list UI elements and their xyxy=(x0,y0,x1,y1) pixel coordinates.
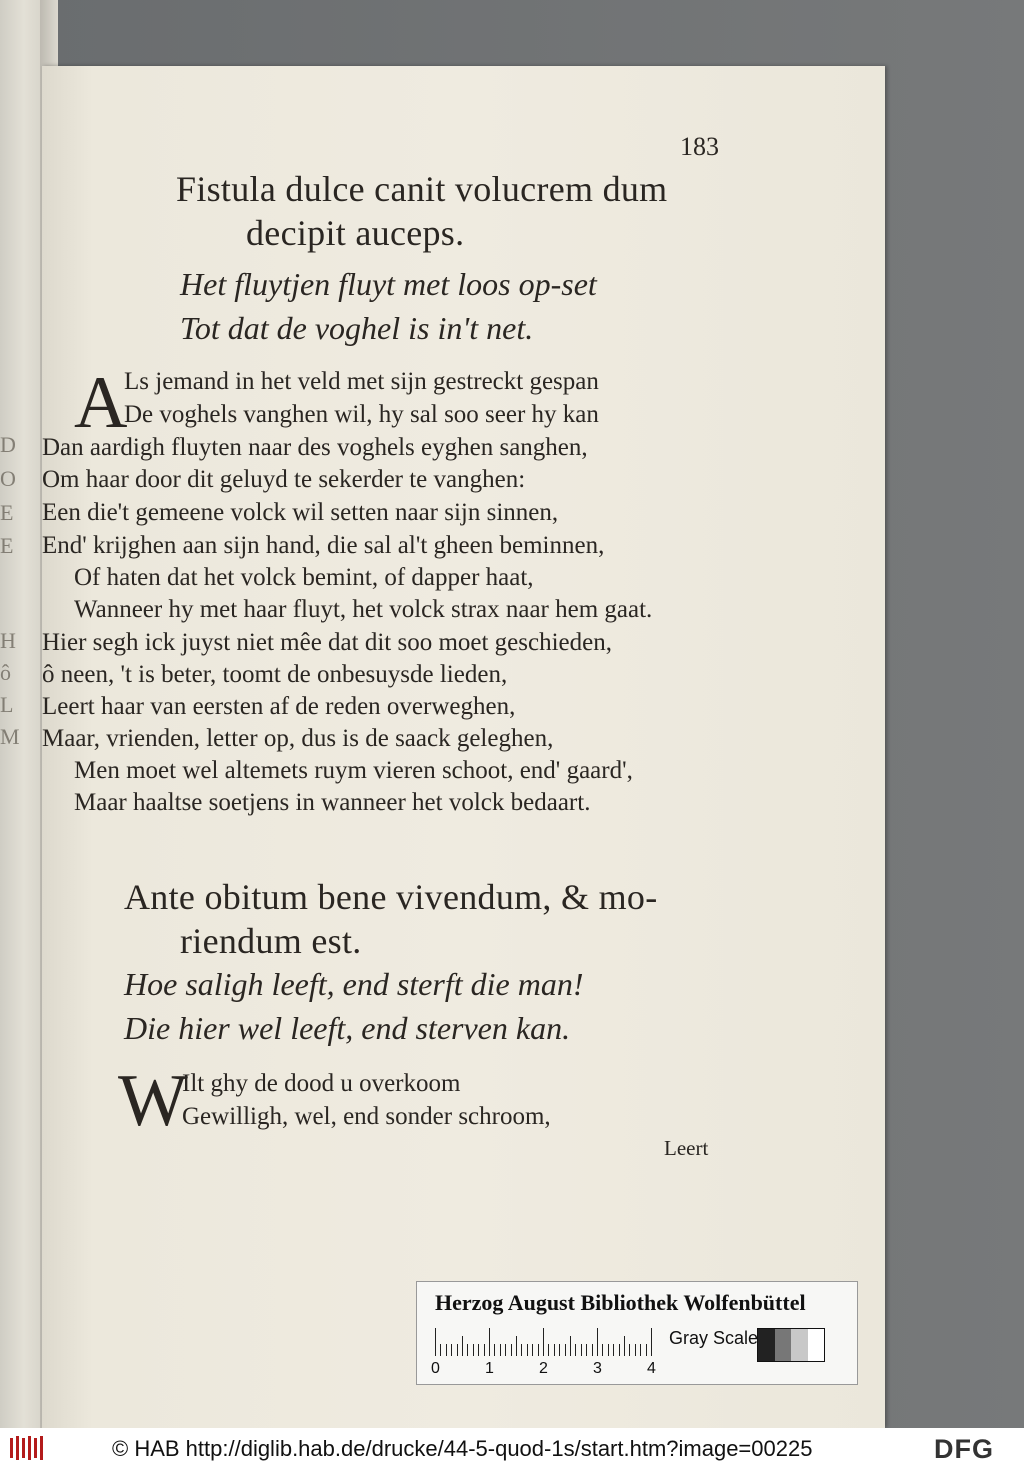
verse-line: De voghels vanghen wil, hy sal soo seer hy kan xyxy=(124,401,599,428)
ruler-tick xyxy=(565,1344,566,1356)
ruler-number: 0 xyxy=(431,1360,440,1377)
verse-line: Ls jemand in het veld met sijn gestreckt gespan xyxy=(124,368,599,395)
drop-cap: A xyxy=(74,362,128,444)
ruler-tick xyxy=(538,1344,539,1356)
facing-page-edge xyxy=(0,0,40,1428)
ruler-tick xyxy=(451,1344,452,1356)
emblem-motto-line1: Het fluytjen fluyt met loos op-set xyxy=(180,266,597,302)
drop-cap: W xyxy=(118,1060,188,1142)
ruler-tick xyxy=(527,1344,528,1356)
emblem-title-line1: Ante obitum bene vivendum, & mo- xyxy=(124,877,658,917)
ruler-tick xyxy=(511,1344,512,1356)
ruler-tick xyxy=(505,1344,506,1356)
ruler-number: 3 xyxy=(593,1360,602,1377)
ruler-number: 1 xyxy=(485,1360,494,1377)
verse-line: Een die't gemeene volck wil setten naar sijn sinnen, xyxy=(42,499,559,526)
bleed-letter: D xyxy=(0,432,15,457)
ruler-tick xyxy=(494,1344,495,1356)
hab-logo-icon xyxy=(8,1434,48,1462)
verse-line: End' krijghen aan sijn hand, die sal al't gheen beminnen, xyxy=(42,532,605,559)
ruler-tick xyxy=(435,1328,436,1356)
ruler-tick xyxy=(640,1344,641,1356)
verse-line: Hier segh ick juyst niet mêe dat dit soo moet geschieden, xyxy=(42,629,612,656)
ruler-tick xyxy=(548,1344,549,1356)
ruler-tick xyxy=(543,1328,544,1356)
ruler-tick xyxy=(646,1344,647,1356)
gray-swatch-cell xyxy=(791,1329,808,1361)
bleed-letter: E xyxy=(0,533,13,558)
ruler-tick xyxy=(592,1344,593,1356)
ruler-number: 2 xyxy=(539,1360,548,1377)
bleed-letter: ô xyxy=(0,660,10,685)
gray-swatch-cell xyxy=(775,1329,792,1361)
ruler-tick xyxy=(575,1344,576,1356)
emblem-motto-line2: Die hier wel leeft, end sterven kan. xyxy=(124,1010,571,1046)
ruler-tick xyxy=(613,1344,614,1356)
bleed-letter: M xyxy=(0,724,19,749)
verse-line: Gewilligh, wel, end sonder schroom, xyxy=(182,1103,551,1130)
ruler-tick xyxy=(586,1344,587,1356)
bleed-letter: L xyxy=(0,692,13,717)
bleed-letter: H xyxy=(0,628,15,653)
gray-scale-swatch xyxy=(757,1328,825,1362)
verse-line: Dan aardigh fluyten naar des voghels eyghen sanghen, xyxy=(42,434,588,461)
bleed-letter: E xyxy=(0,500,13,525)
verse-line: Maar, vrienden, letter op, dus is de saack geleghen, xyxy=(42,725,554,752)
ruler-tick xyxy=(440,1344,441,1356)
ruler-numbers xyxy=(431,1360,671,1380)
ruler-tick xyxy=(624,1336,625,1356)
ruler-tick xyxy=(467,1344,468,1356)
ruler-tick xyxy=(462,1336,463,1356)
verse-line: Maar haaltse soetjens in wanneer het volck bedaart. xyxy=(74,789,591,816)
library-name: Herzog August Bibliothek Wolfenbüttel xyxy=(435,1290,806,1315)
ruler-tick xyxy=(484,1344,485,1356)
ruler-number: 4 xyxy=(647,1360,656,1377)
verse-line: Wanneer hy met haar fluyt, het volck strax naar hem gaat. xyxy=(74,596,653,623)
ruler-tick xyxy=(581,1344,582,1356)
ruler-tick xyxy=(500,1344,501,1356)
verse-line: Leert haar van eersten af de reden overweghen, xyxy=(42,693,516,720)
ruler-tick xyxy=(597,1328,598,1356)
verse-line: ô neen, 't is beter, toomt de onbesuysde lieden, xyxy=(42,661,508,688)
verse-line: Ilt ghy de dood u overkoom xyxy=(182,1070,461,1097)
ruler-tick xyxy=(608,1344,609,1356)
emblem-title-line2: riendum est. xyxy=(180,921,362,961)
page-number: 183 xyxy=(680,132,719,161)
ruler-tick xyxy=(602,1344,603,1356)
ruler-tick xyxy=(473,1344,474,1356)
ruler-tick xyxy=(478,1344,479,1356)
emblem-motto-line2: Tot dat de voghel is in't net. xyxy=(180,310,534,346)
ruler-tick xyxy=(635,1344,636,1356)
catchword: Leert xyxy=(664,1136,709,1160)
ruler-scale xyxy=(435,1326,655,1356)
ruler-tick xyxy=(559,1344,560,1356)
dfg-logo: DFG xyxy=(934,1434,994,1464)
copyright-url: © HAB http://diglib.hab.de/drucke/44-5-quod-1s/start.htm?image=00225 xyxy=(112,1436,813,1461)
verse-line: Om haar door dit geluyd te sekerder te vanghen: xyxy=(42,466,526,493)
gray-swatch-cell xyxy=(758,1329,775,1361)
verse-line: Of haten dat het volck bemint, of dapper haat, xyxy=(74,564,534,591)
bleed-letter: O xyxy=(0,466,15,491)
ruler-tick xyxy=(570,1336,571,1356)
gray-swatch-cell xyxy=(808,1329,825,1361)
ruler-tick xyxy=(457,1344,458,1356)
ruler-tick xyxy=(521,1344,522,1356)
emblem-motto-line1: Hoe saligh leeft, end sterft die man! xyxy=(124,966,584,1002)
library-scale-label xyxy=(416,1281,858,1385)
ruler-tick xyxy=(516,1336,517,1356)
footer-bar xyxy=(0,1428,1024,1467)
ruler-tick xyxy=(629,1344,630,1356)
ruler-tick xyxy=(554,1344,555,1356)
ruler-tick xyxy=(489,1328,490,1356)
ruler-tick xyxy=(532,1344,533,1356)
ruler-tick xyxy=(651,1328,652,1356)
bleed-through-letters xyxy=(0,0,40,1428)
emblem-title-line1: Fistula dulce canit volucrem dum xyxy=(176,169,668,209)
emblem-title-line2: decipit auceps. xyxy=(246,213,465,253)
ruler-tick xyxy=(446,1344,447,1356)
ruler-tick xyxy=(619,1344,620,1356)
verse-line: Men moet wel altemets ruym vieren schoot, end' gaard', xyxy=(74,757,633,784)
gray-scale-label: Gray Scale xyxy=(669,1328,759,1348)
